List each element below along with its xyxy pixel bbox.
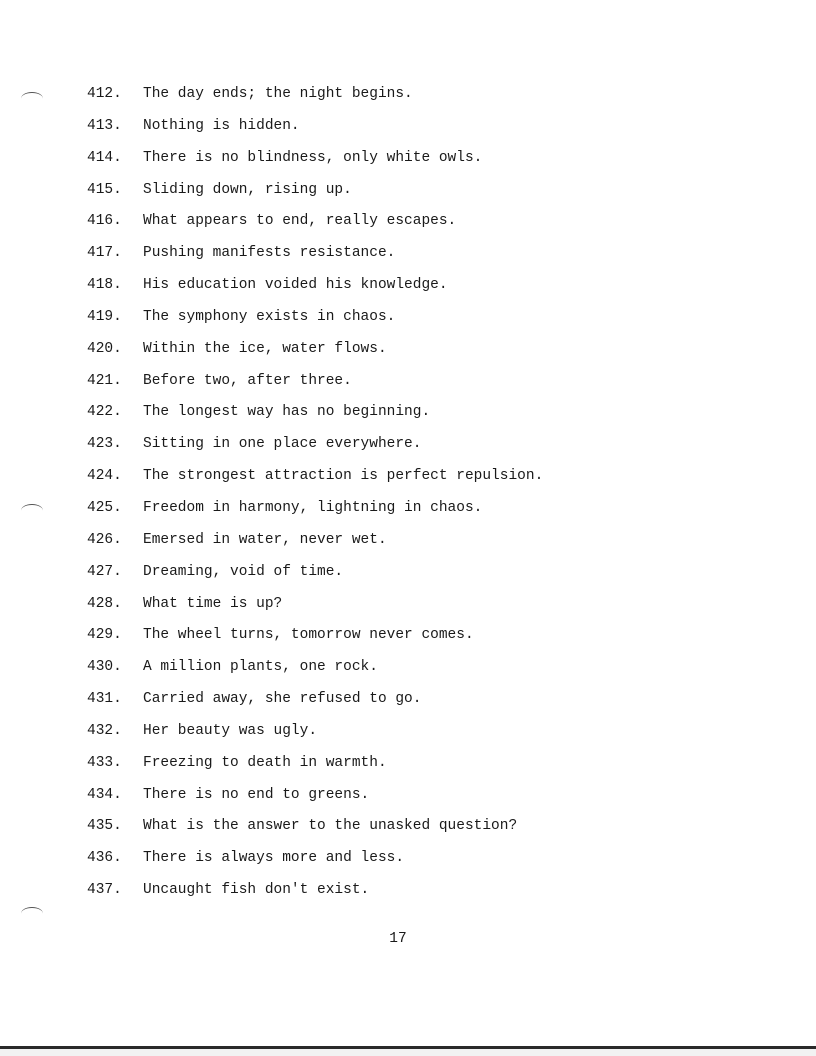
item-number: 426. (87, 531, 122, 548)
list-item (0, 815, 816, 847)
list-item (0, 242, 816, 274)
item-text: Emersed in water, never wet. (143, 531, 387, 548)
item-number: 412. (87, 86, 122, 102)
item-text: Her beauty was ugly. (143, 722, 318, 739)
item-text: The wheel turns, tomorrow never comes. (143, 627, 474, 644)
list-item (0, 688, 816, 720)
list-item (0, 115, 816, 147)
item-text: What is the answer to the unasked question? (143, 818, 518, 835)
list-item (0, 720, 816, 752)
item-number: 425. (87, 499, 122, 516)
item-number: 420. (87, 340, 122, 357)
item-number: 417. (87, 245, 122, 262)
item-text: Within the ice, water flows. (143, 340, 387, 357)
item-text: The strongest attraction is perfect repulsion. (143, 468, 544, 485)
item-text: A million plants, one rock. (143, 659, 378, 676)
item-number: 433. (87, 754, 122, 771)
list-item (0, 370, 816, 402)
item-number: 418. (87, 277, 122, 294)
list-item (0, 497, 816, 529)
item-text: The longest way has no beginning. (143, 404, 431, 421)
item-number: 431. (87, 691, 122, 708)
item-text: There is no blindness, only white owls. (143, 149, 483, 166)
item-number: 428. (87, 595, 122, 612)
item-number: 419. (87, 308, 122, 325)
item-number: 416. (87, 213, 122, 230)
item-number: 435. (87, 818, 122, 835)
numbered-list (0, 83, 816, 911)
item-text: Dreaming, void of time. (143, 563, 344, 580)
item-number: 414. (87, 149, 122, 166)
list-item (0, 624, 816, 656)
list-item (0, 274, 816, 306)
item-text: Sitting in one place everywhere. (143, 436, 422, 453)
item-text: What appears to end, really escapes. (143, 213, 457, 230)
item-text: Pushing manifests resistance. (143, 245, 396, 262)
item-number: 415. (87, 181, 122, 198)
item-number: 437. (87, 882, 122, 899)
list-item (0, 433, 816, 465)
item-number: 436. (87, 850, 122, 867)
item-number: 429. (87, 627, 122, 644)
list-item (0, 593, 816, 625)
list-item (0, 83, 816, 115)
scan-edge-shadow (0, 1049, 816, 1056)
item-text: His education voided his knowledge. (143, 277, 448, 294)
item-number: 430. (87, 659, 122, 676)
item-text: There is no end to greens. (143, 786, 370, 803)
list-item (0, 656, 816, 688)
item-text: The day ends; the night begins. (143, 86, 413, 102)
list-item (0, 784, 816, 816)
page-number: 17 (389, 931, 407, 947)
item-text: Uncaught fish don't exist. (143, 882, 370, 899)
list-item (0, 147, 816, 179)
item-number: 424. (87, 468, 122, 485)
item-number: 434. (87, 786, 122, 803)
item-text: What time is up? (143, 595, 283, 612)
list-item (0, 306, 816, 338)
list-item (0, 752, 816, 784)
item-number: 421. (87, 372, 122, 389)
item-number: 427. (87, 563, 122, 580)
item-text: Freezing to death in warmth. (143, 754, 387, 771)
item-text: Carried away, she refused to go. (143, 691, 422, 708)
list-item (0, 401, 816, 433)
item-number: 413. (87, 117, 122, 134)
list-item (0, 465, 816, 497)
item-text: Nothing is hidden. (143, 117, 300, 134)
item-text: Freedom in harmony, lightning in chaos. (143, 499, 483, 516)
list-item (0, 561, 816, 593)
list-item (0, 529, 816, 561)
item-number: 432. (87, 722, 122, 739)
item-text: Sliding down, rising up. (143, 181, 352, 198)
item-text: There is always more and less. (143, 850, 405, 867)
list-item (0, 210, 816, 242)
item-text: Before two, after three. (143, 372, 352, 389)
list-item (0, 338, 816, 370)
list-item (0, 179, 816, 211)
item-text: The symphony exists in chaos. (143, 308, 396, 325)
item-number: 423. (87, 436, 122, 453)
item-number: 422. (87, 404, 122, 421)
list-item (0, 847, 816, 879)
list-item (0, 879, 816, 911)
